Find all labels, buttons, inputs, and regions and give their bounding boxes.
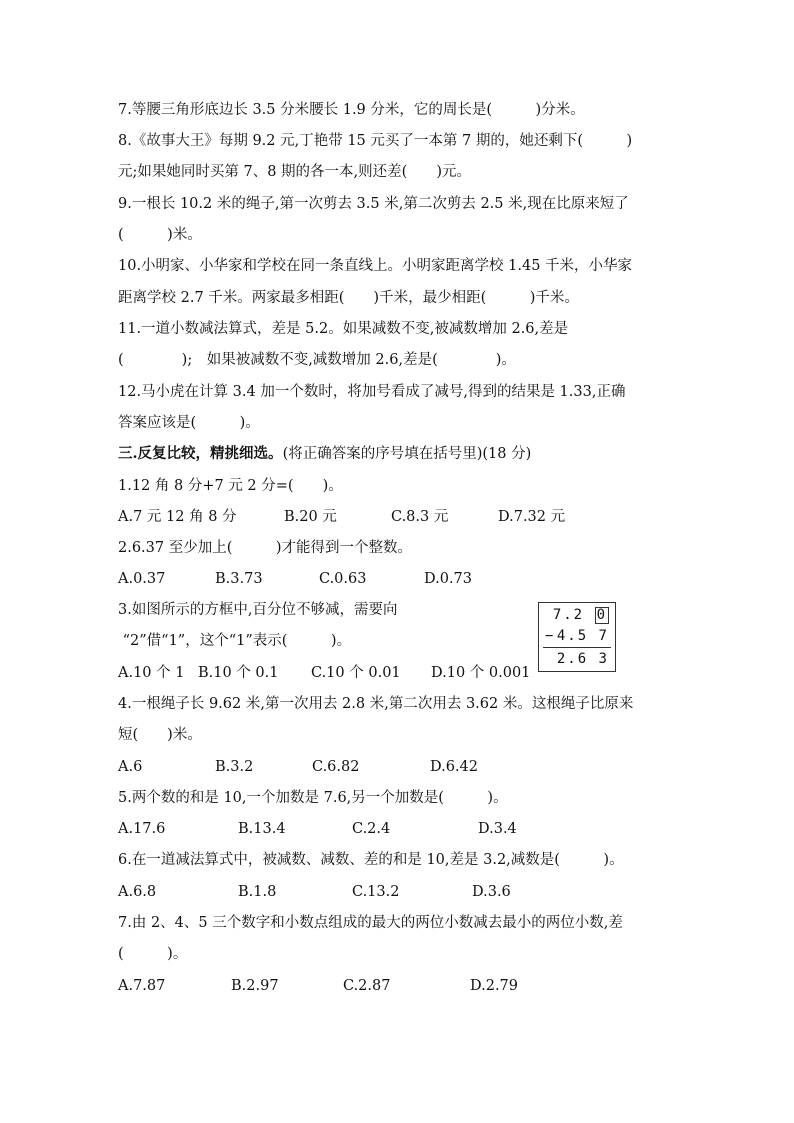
option-b: B.3.73 [215,571,263,587]
section-3-note: (将正确答案的序号填在括号里)(18 分) [282,446,532,462]
option-b: B.3.2 [215,759,254,775]
fill-question-12-line2: 答案应该是( )。 [118,415,260,431]
choice-question-4-line1: 4.一根绳子长 9.62 米,第一次用去 2.8 米,第二次用去 3.62 米。这根绳子比原来 [118,696,634,712]
option-d: D.7.32 元 [498,509,566,525]
difference-row [539,649,615,669]
choice-question-6-options [118,882,684,902]
choice-question-5: 5.两个数的和是 10,一个加数是 7.6,另一个加数是( )。 [118,790,508,806]
fill-question-11-line1: 11.一道小数减法算式，差是 5.2。如果减数不变,被减数增加 2.6,差是 [118,321,569,337]
option-a: A.7.87 [118,978,166,994]
option-c: C.2.4 [352,821,391,837]
option-a: A.7 元 12 角 8 分 [118,509,237,525]
choice-question-5-options [118,819,684,839]
fill-question-7: 7.等腰三角形底边长 3.5 分米腰长 1.9 分米，它的周长是( )分米。 [118,102,585,118]
option-a: A.6.8 [118,884,157,900]
choice-question-4-options [118,757,684,777]
difference-digits: 2.6 3 [556,651,609,667]
option-a: A.0.37 [118,571,166,587]
option-d: D.3.6 [472,884,511,900]
choice-question-7-options [118,976,684,996]
option-b: B.13.4 [238,821,286,837]
option-c: C.13.2 [352,884,400,900]
option-c: C.10 个 0.01 [311,665,401,681]
section-3-heading [118,444,531,464]
option-d: D.0.73 [424,571,473,587]
option-b: B.2.97 [231,978,279,994]
option-a: A.6 [118,759,143,775]
fill-question-8-line2: 元;如果她同时买第 7、8 期的各一本,则还差( )元。 [118,164,471,180]
option-a: A.10 个 1 [118,665,185,681]
choice-question-6: 6.在一道减法算式中，被减数、减数、差的和是 10,差是 3.2,减数是( )。 [118,852,624,868]
subtrahend-row [539,626,615,646]
fill-question-9-line1: 9.一根长 10.2 米的绳子,第一次剪去 3.5 米,第二次剪去 2.5 米,现在比原来短了 [118,196,629,212]
section-3-title: 三.反复比较，精挑细选。 [118,445,283,462]
fill-question-10-line2: 距离学校 2.7 千米。两家最多相距( )千米，最少相距( )千米。 [118,290,579,306]
minus-sign: − [545,628,554,644]
option-c: C.0.63 [319,571,367,587]
option-d: D.6.42 [430,759,479,775]
fill-question-12-line1: 12.马小虎在计算 3.4 加一个数时，将加号看成了减号,得到的结果是 1.33,正确 [118,384,626,400]
choice-question-7-line1: 7.由 2、4、5 三个数字和小数点组成的最大的两位小数减去最小的两位小数,差 [118,915,623,931]
option-c: C.8.3 元 [391,509,449,525]
option-c: C.2.87 [343,978,391,994]
minuend-digits: 7.2 [552,607,585,623]
minuend-row [539,605,615,625]
option-d: D.2.79 [470,978,519,994]
option-b: B.10 个 0.1 [198,665,279,681]
choice-question-2-options [118,569,684,589]
choice-question-7-line2: ( )。 [118,946,188,962]
option-a: A.17.6 [118,821,166,837]
choice-question-3-line2: “2”借“1”，这个“1”表示( )。 [118,633,352,649]
subtrahend-digits: 4.5 7 [556,628,609,644]
choice-question-3-line1: 3.如图所示的方框中,百分位不够减，需要向 [118,602,398,618]
boxed-digit: 0 [596,607,607,623]
choice-question-4-line2: 短( )米。 [118,727,202,743]
choice-question-1-options [118,507,684,527]
option-c: C.6.82 [312,759,360,775]
fill-question-11-line2: ( ); 如果被减数不变,减数增加 2.6,差是( )。 [118,352,516,368]
sum-rule [543,647,611,648]
choice-question-2: 2.6.37 至少加上( )才能得到一个整数。 [118,540,413,556]
option-b: B.20 元 [284,509,337,525]
option-d: D.10 个 0.001 [431,665,531,681]
fill-question-10-line1: 10.小明家、小华家和学校在同一条直线上。小明家距离学校 1.45 千米，小华家 [118,258,633,274]
option-b: B.1.8 [238,884,277,900]
choice-question-1: 1.12 角 8 分+7 元 2 分=( )。 [118,478,343,494]
fill-question-9-line2: ( )米。 [118,227,202,243]
subtraction-figure [538,602,616,672]
option-d: D.3.4 [478,821,517,837]
fill-question-8-line1: 8.《故事大王》每期 9.2 元,丁艳带 15 元买了一本第 7 期的，她还剩下( ) [118,133,633,149]
